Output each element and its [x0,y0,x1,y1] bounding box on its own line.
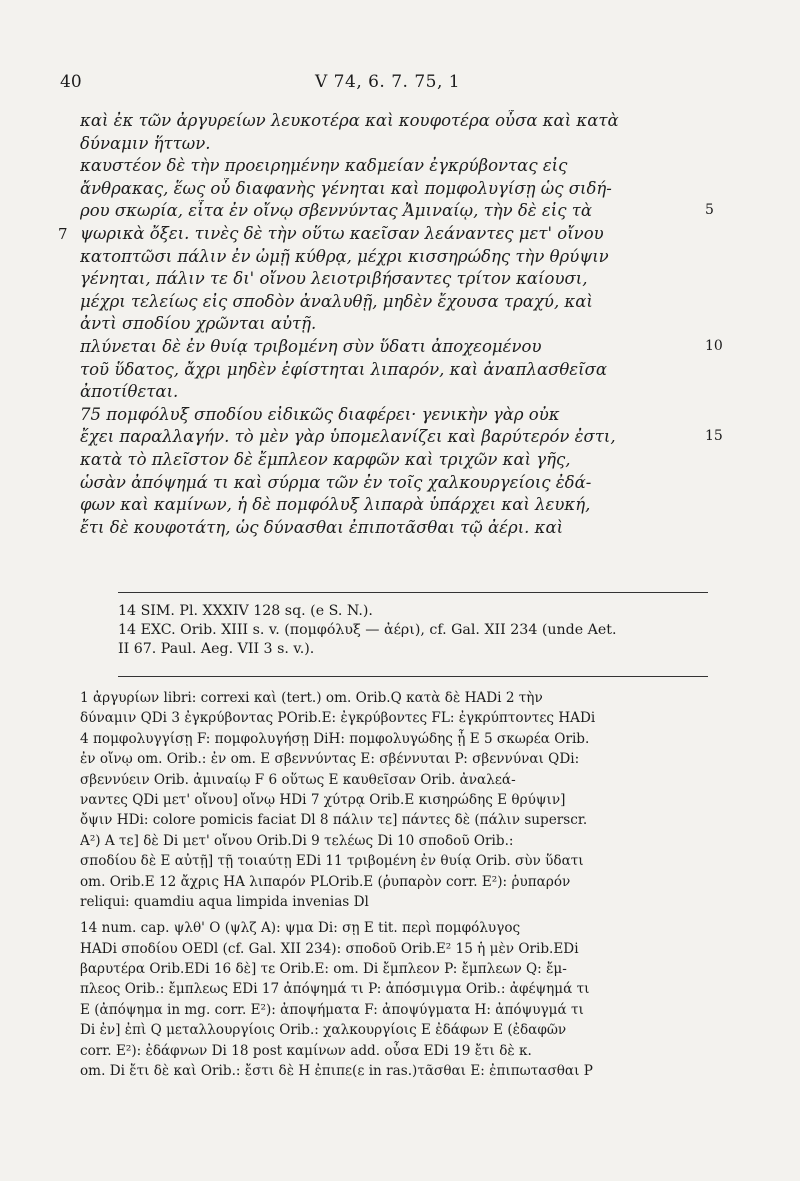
text-line-content: ἄνθρακας, ἕως οὗ διαφανὴς γένηται καὶ πομφολυγίσῃ ὡς σιδή- [80,178,612,198]
text-line [80,291,720,314]
testimonia-line: II 67. Paul. Aeg. VII 3 s. v.). [118,641,315,657]
apparatus-line: σποδίου δὲ E αὐτῇ] τῇ τοιαύτῃ EDi 11 τριβομένη ἐν θυίᾳ Orib. σὺν ὕδατι [80,853,584,870]
apparatus-line: 14 num. cap. ψλθ' O (ψλζ A): ψμα Di: σῃ E tit. περὶ πομφόλυγος [80,920,521,937]
text-line [80,381,720,404]
text-line [80,223,720,246]
text-line [80,404,720,427]
main-text [80,110,720,539]
line-number: 10 [705,338,723,354]
text-line-content: 75 πομφόλυξ σποδίου εἰδικῶς διαφέρει· γενικὴν γὰρ οὐκ [80,404,560,424]
testimonia-line: 14 EXC. Orib. XIII s. v. (πομφόλυξ — ἀέρι), cf. Gal. XII 234 (unde Aet. [118,622,617,638]
apparatus-line: Di ἐν] ἐπὶ Q μεταλλουργίοις Orib.: χαλκουργίοις E ἐδάφων E (ἐδαφῶν [80,1022,567,1039]
apparatus-line: πλεος Orib.: ἔμπλεως EDi 17 ἀπόψημά τι P: ἀπόσμιγμα Orib.: ἀφέψημά τι [80,981,590,998]
apparatus-line: 1 ἀργυρίων libri: correxi καὶ (tert.) om. Orib.Q κατὰ δὲ HADi 2 τὴν [80,690,543,706]
text-line [80,472,720,495]
page-header [60,72,710,96]
critical-apparatus [80,688,720,1081]
apparatus-line: ὄψιν HDi: colore pomicis faciat Dl 8 πάλιν τε] πάντες δὲ (πάλιν superscr. [80,812,588,829]
text-line-content: φων καὶ καμίνων, ἡ δὲ πομφόλυξ λιπαρὰ ὑπάρχει καὶ λευκή, [80,495,591,515]
margin-reference: 7 [58,225,68,243]
text-line-content: ψωρικὰ ὄξει. τινὲς δὲ τὴν οὕτω καεῖσαν λεάναντες μετ' οἴνου [80,223,604,243]
apparatus-line: reliqui: quamdiu aqua limpida invenias Dl [80,893,369,910]
text-line-content: κατὰ τὸ πλεῖστον δὲ ἔμπλεον καρφῶν καὶ τριχῶν καὶ γῆς, [80,449,571,469]
apparatus-line: HADi σποδίου OEDl (cf. Gal. XII 234): σποδοῦ Orib.E² 15 ἡ μὲν Orib.EDi [80,940,579,957]
text-line-content: ἔτι δὲ κουφοτάτη, ὡς δύνασθαι ἐπιποτᾶσθαι τῷ ἀέρι. καὶ [80,517,564,537]
text-line-content: γένηται, πάλιν τε δι' οἴνου λειοτριβήσαντες τρίτον καίουσι, [80,269,588,289]
apparatus-line: ἐν οἴνῳ om. Orib.: ἐν om. E σβεννύντας E: σβέννυται P: σβεννύναι QDi: [80,751,580,768]
text-line [80,426,720,449]
line-number: 15 [705,428,723,445]
text-line [80,494,720,517]
text-line-content: ἔχει παραλλαγήν. τὸ μὲν γὰρ ὑπομελανίζει καὶ βαρύτερόν ἐστι, [80,427,616,447]
text-line [80,268,720,291]
text-line-content: κατοπτῶσι πάλιν ἐν ὠμῇ κύθρᾳ, μέχρι κισσηρώδης τὴν θρύψιν [80,246,609,266]
text-line-content: καὶ ἐκ τῶν ἀργυρείων λευκοτέρα καὶ κουφοτέρα οὖσα καὶ κατὰ [80,111,619,130]
running-title: V 74, 6. 7. 75, 1 [315,72,461,92]
testimonia-line: 14 SIM. Pl. XXXIV 128 sq. (e S. N.). [118,603,373,619]
text-line [80,110,720,133]
apparatus-line: om. Orib.E 12 ἄχρις HA λιπαρόν PLOrib.E (ῥυπαρὸν corr. E²): ῥυπαρόν [80,873,571,890]
apparatus-line: σβεννύειν Orib. ἀμιναίῳ F 6 οὕτως E καυθεῖσαν Orib. ἀναλεά- [80,771,516,788]
text-line-content: ἀποτίθεται. [80,382,179,402]
apparatus-rule [118,676,708,677]
apparatus-line: βαρυτέρα Orib.EDi 16 δὲ] τε Orib.E: om. Di ἔμπλεον P: ἔμπλεων Q: ἔμ- [80,961,567,978]
apparatus-line: 4 πομφολυγγίσῃ F: πομφολυγήσῃ DiH: πομφολυγώδης ᾖ E 5 σκωρέα Orib. [80,730,590,747]
text-line-content: καυστέον δὲ τὴν προειρημένην καδμείαν ἐγκρύβοντας εἰς [80,156,568,176]
apparatus-line: om. Di ἔτι δὲ καὶ Orib.: ἔστι δὲ H ἐπιπε(ε in ras.)τᾶσθαι E: ἐπιπωτασθαι P [80,1063,593,1080]
text-line-content: πλύνεται δὲ ἐν θυίᾳ τριβομένη σὺν ὕδατι ἀποχεομένου [80,336,542,356]
testimonia-rule [118,592,708,593]
apparatus-line: ναντες QDi μετ' οἴνου] οἴνῳ HDi 7 χύτρᾳ Orib.E κισηρώδης E θρύψιν] [80,791,566,808]
text-line [80,178,720,201]
text-line [80,336,720,359]
text-line [80,313,720,336]
text-line [80,246,720,269]
testimonia [118,602,718,659]
text-line-content: ὡσὰν ἀπόψημά τι καὶ σύρμα τῶν ἐν τοῖς χαλκουργείοις ἐδά- [80,472,592,492]
text-line [80,517,720,540]
text-line-content: μέχρι τελείως εἰς σποδὸν ἀναλυθῇ, μηδὲν ἔχουσα τραχύ, καὶ [80,291,593,311]
page-number: 40 [60,72,82,92]
text-line [80,200,720,223]
text-line [80,133,720,156]
line-number: 5 [705,202,714,219]
text-line [80,155,720,178]
text-line-content: ἀντὶ σποδίου χρῶνται αὐτῇ. [80,314,317,334]
text-line-content: τοῦ ὕδατος, ἄχρι μηδὲν ἐφίστηται λιπαρόν, καὶ ἀναπλασθεῖσα [80,359,608,379]
text-line-content: δύναμιν ἥττων. [80,133,211,153]
text-line-content: ρου σκωρία, εἶτα ἐν οἴνῳ σβεννύντας Ἀμιναίῳ, τὴν δὲ εἰς τὰ [80,201,592,221]
apparatus-line: δύναμιν QDi 3 ἐγκρύβοντας POrib.E: ἐγκρύβοντες FL: ἐγκρύπτοντες HADi [80,710,596,727]
apparatus-line: A²) A τε] δὲ Di μετ' οἴνου Orib.Di 9 τελέως Di 10 σποδοῦ Orib.: [80,832,514,849]
text-line [80,359,720,382]
apparatus-line: corr. E²): ἐδάφνων Di 18 post καμίνων add. οὖσα EDi 19 ἔτι δὲ κ. [80,1042,532,1059]
apparatus-line: E (ἀπόψημα in mg. corr. E²): ἀποψήματα F: ἀποψύγματα H: ἀπόψυγμά τι [80,1001,584,1018]
text-line [80,449,720,472]
